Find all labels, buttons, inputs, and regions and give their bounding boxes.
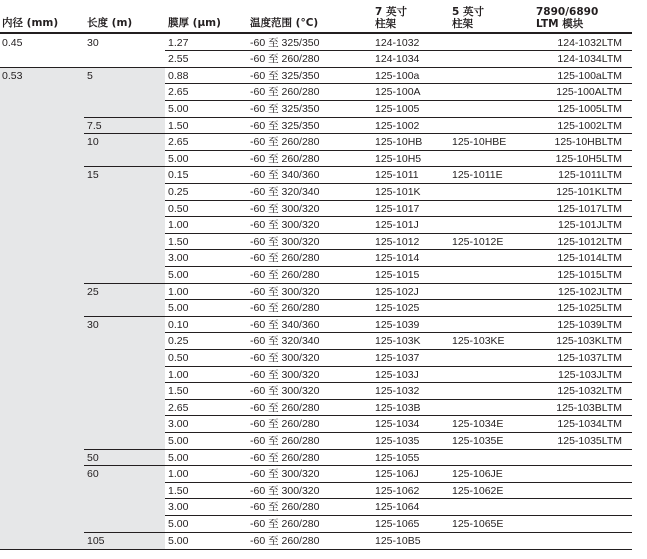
film-cell: 3.00 bbox=[168, 501, 189, 514]
temp-cell: -60 至 260/280 bbox=[250, 517, 320, 530]
temp-cell: -60 至 300/320 bbox=[250, 285, 320, 298]
rack7-cell: 125-1065 bbox=[375, 517, 420, 530]
ltm-cell: 125-1017LTM bbox=[557, 202, 622, 215]
temp-cell: -60 至 300/320 bbox=[250, 484, 320, 497]
rack7-cell: 125-100a bbox=[375, 69, 420, 82]
bottom-rule bbox=[0, 549, 632, 550]
rack7-cell: 125-1014 bbox=[375, 252, 420, 265]
film-cell: 0.50 bbox=[168, 351, 189, 364]
temp-cell: -60 至 260/280 bbox=[250, 136, 320, 149]
film-cell: 0.15 bbox=[168, 169, 189, 182]
rack5-cell bbox=[452, 367, 497, 383]
rack7-cell: 124-1032 bbox=[375, 36, 420, 49]
rack5-cell: 125-106JE bbox=[452, 468, 503, 481]
rack5-cell bbox=[452, 201, 497, 217]
rack7-cell: 125-1037 bbox=[375, 351, 420, 364]
film-cell: 3.00 bbox=[168, 252, 189, 265]
film-cell: 5.00 bbox=[168, 302, 189, 315]
film-cell: 5.00 bbox=[168, 152, 189, 165]
ltm-cell: 125-102JLTM bbox=[557, 285, 622, 298]
rack7-cell: 125-1015 bbox=[375, 268, 420, 281]
rack7-cell: 125-1055 bbox=[375, 451, 420, 464]
rack7-cell: 125-10H5 bbox=[375, 152, 422, 165]
ltm-cell: 125-1014LTM bbox=[557, 252, 622, 265]
film-cell: 1.00 bbox=[168, 219, 189, 232]
temp-cell: -60 至 325/350 bbox=[250, 69, 320, 82]
film-cell: 2.65 bbox=[168, 401, 189, 414]
rack7-cell: 125-103J bbox=[375, 368, 419, 381]
rack5-cell bbox=[452, 118, 497, 134]
length-cell: 10 bbox=[87, 136, 99, 149]
header-inner-diameter: 内径 (mm) bbox=[2, 17, 59, 29]
rack5-cell bbox=[452, 184, 497, 200]
length-cell: 30 bbox=[87, 36, 99, 49]
rack5-cell bbox=[452, 217, 497, 233]
temp-cell: -60 至 260/280 bbox=[250, 302, 320, 315]
temp-cell: -60 至 260/280 bbox=[250, 86, 320, 99]
temp-cell: -60 至 300/320 bbox=[250, 385, 320, 398]
rack7-cell: 125-1062 bbox=[375, 484, 420, 497]
rack7-cell: 125-106J bbox=[375, 468, 419, 481]
ltm-cell: 125-103KLTM bbox=[556, 335, 622, 348]
ltm-cell: 125-100ALTM bbox=[556, 86, 622, 99]
id-cell: 0.45 bbox=[2, 36, 23, 49]
rack7-cell: 125-1039 bbox=[375, 318, 420, 331]
film-cell: 0.25 bbox=[168, 185, 189, 198]
ltm-cell: 125-1034LTM bbox=[557, 418, 622, 431]
rack5-cell bbox=[452, 51, 497, 67]
rack5-cell bbox=[452, 267, 497, 283]
length-cell: 15 bbox=[87, 169, 99, 182]
length-cell: 60 bbox=[87, 468, 99, 481]
film-cell: 2.65 bbox=[168, 86, 189, 99]
film-cell: 1.00 bbox=[168, 368, 189, 381]
film-cell: 1.27 bbox=[168, 36, 189, 49]
ltm-cell bbox=[536, 499, 622, 515]
header-7in-rack-line2: 柱架 bbox=[375, 18, 396, 30]
rack7-cell: 125-10HB bbox=[375, 136, 423, 149]
rack5-cell bbox=[452, 533, 497, 549]
rack5-cell bbox=[452, 151, 497, 167]
ltm-cell: 125-103BLTM bbox=[556, 401, 622, 414]
length-cell: 7.5 bbox=[87, 119, 102, 132]
length-cell: 50 bbox=[87, 451, 99, 464]
temp-cell: -60 至 320/340 bbox=[250, 335, 320, 348]
rack5-cell: 125-1011E bbox=[452, 169, 503, 182]
film-cell: 0.25 bbox=[168, 335, 189, 348]
ltm-cell: 125-1035LTM bbox=[557, 434, 622, 447]
film-cell: 5.00 bbox=[168, 102, 189, 115]
rack7-cell: 125-101J bbox=[375, 219, 419, 232]
temp-cell: -60 至 260/280 bbox=[250, 434, 320, 447]
film-cell: 1.00 bbox=[168, 285, 189, 298]
film-cell: 5.00 bbox=[168, 268, 189, 281]
rack7-cell: 125-1011 bbox=[375, 169, 419, 182]
rack5-cell bbox=[452, 300, 497, 316]
temp-cell: -60 至 300/320 bbox=[250, 219, 320, 232]
header-film-thickness: 膜厚 (μm) bbox=[168, 17, 221, 29]
header-5in-rack-line2: 柱架 bbox=[452, 18, 473, 30]
film-cell: 2.55 bbox=[168, 53, 189, 66]
rack7-cell: 125-1025 bbox=[375, 302, 420, 315]
ltm-cell: 125-1039LTM bbox=[557, 318, 622, 331]
rack5-cell: 125-103KE bbox=[452, 335, 505, 348]
temp-cell: -60 至 300/320 bbox=[250, 368, 320, 381]
rack5-cell bbox=[452, 450, 497, 466]
rack5-cell bbox=[452, 101, 497, 117]
film-cell: 0.50 bbox=[168, 202, 189, 215]
film-cell: 1.50 bbox=[168, 235, 189, 248]
ltm-cell bbox=[536, 450, 622, 466]
rack5-cell: 125-1034E bbox=[452, 418, 504, 431]
ltm-cell: 125-10HBLTM bbox=[554, 136, 622, 149]
rack5-cell bbox=[452, 68, 497, 84]
rack5-cell bbox=[452, 250, 497, 266]
temp-cell: -60 至 300/320 bbox=[250, 235, 320, 248]
header-7in-rack-line1: 7 英寸 bbox=[375, 6, 407, 18]
film-cell: 5.00 bbox=[168, 517, 189, 530]
film-cell: 5.00 bbox=[168, 434, 189, 447]
ltm-cell: 125-1005LTM bbox=[557, 102, 622, 115]
rack7-cell: 125-102J bbox=[375, 285, 419, 298]
temp-cell: -60 至 340/360 bbox=[250, 169, 320, 182]
header-length: 长度 (m) bbox=[87, 17, 133, 29]
film-cell: 3.00 bbox=[168, 418, 189, 431]
length-cell: 105 bbox=[87, 534, 105, 547]
rack7-cell: 125-103B bbox=[375, 401, 421, 414]
film-cell: 5.00 bbox=[168, 451, 189, 464]
temp-cell: -60 至 300/320 bbox=[250, 202, 320, 215]
rack7-cell: 125-1034 bbox=[375, 418, 420, 431]
temp-cell: -60 至 260/280 bbox=[250, 152, 320, 165]
ltm-cell bbox=[536, 533, 622, 549]
temp-cell: -60 至 260/280 bbox=[250, 418, 320, 431]
temp-cell: -60 至 325/350 bbox=[250, 36, 320, 49]
temp-cell: -60 至 260/280 bbox=[250, 401, 320, 414]
temp-cell: -60 至 325/350 bbox=[250, 102, 320, 115]
film-cell: 1.50 bbox=[168, 119, 189, 132]
temp-cell: -60 至 300/320 bbox=[250, 351, 320, 364]
film-cell: 1.00 bbox=[168, 468, 189, 481]
length-cell: 25 bbox=[87, 285, 99, 298]
rack5-cell bbox=[452, 35, 497, 51]
ltm-cell: 125-1037LTM bbox=[557, 351, 622, 364]
rack7-cell: 125-101K bbox=[375, 185, 421, 198]
temp-cell: -60 至 260/280 bbox=[250, 534, 320, 547]
rack5-cell: 125-1062E bbox=[452, 484, 504, 497]
length-cell: 5 bbox=[87, 69, 93, 82]
ltm-cell: 125-100aLTM bbox=[557, 69, 622, 82]
rack5-cell bbox=[452, 317, 497, 333]
rack5-cell bbox=[452, 84, 497, 100]
header-ltm-module-line2: LTM 模块 bbox=[536, 18, 584, 30]
ltm-cell: 124-1032LTM bbox=[557, 36, 622, 49]
rack7-cell: 125-1017 bbox=[375, 202, 420, 215]
ltm-cell: 125-103JLTM bbox=[557, 368, 622, 381]
header-5in-rack-line1: 5 英寸 bbox=[452, 6, 484, 18]
rack5-cell: 125-1035E bbox=[452, 434, 504, 447]
ltm-cell bbox=[536, 516, 622, 532]
film-cell: 1.50 bbox=[168, 484, 189, 497]
rack5-cell: 125-1012E bbox=[452, 235, 504, 248]
temp-cell: -60 至 320/340 bbox=[250, 185, 320, 198]
rack7-cell: 125-1064 bbox=[375, 501, 420, 514]
ltm-cell: 125-101KLTM bbox=[556, 185, 622, 198]
ltm-cell: 125-1015LTM bbox=[557, 268, 622, 281]
rack5-cell: 125-10HBE bbox=[452, 136, 507, 149]
rack7-cell: 125-103K bbox=[375, 335, 421, 348]
length-cell: 30 bbox=[87, 318, 99, 331]
header-temp-range: 温度范围 (°C) bbox=[250, 17, 319, 29]
header-ltm-module-line1: 7890/6890 bbox=[536, 6, 599, 18]
ltm-cell: 124-1034LTM bbox=[557, 53, 622, 66]
ltm-cell: 125-1032LTM bbox=[557, 385, 622, 398]
film-cell: 5.00 bbox=[168, 534, 189, 547]
rack7-cell: 125-1035 bbox=[375, 434, 420, 447]
rack7-cell: 125-10B5 bbox=[375, 534, 421, 547]
rack5-cell bbox=[452, 400, 497, 416]
ltm-cell: 125-10H5LTM bbox=[555, 152, 622, 165]
film-cell: 2.65 bbox=[168, 136, 189, 149]
temp-cell: -60 至 260/280 bbox=[250, 501, 320, 514]
rack5-cell bbox=[452, 383, 497, 399]
ltm-cell: 125-1012LTM bbox=[557, 235, 622, 248]
temp-cell: -60 至 300/320 bbox=[250, 468, 320, 481]
temp-cell: -60 至 260/280 bbox=[250, 252, 320, 265]
temp-cell: -60 至 260/280 bbox=[250, 53, 320, 66]
rack5-cell bbox=[452, 499, 497, 515]
temp-cell: -60 至 260/280 bbox=[250, 451, 320, 464]
film-cell: 0.88 bbox=[168, 69, 189, 82]
ltm-cell: 125-1011LTM bbox=[558, 169, 622, 182]
id-cell: 0.53 bbox=[2, 69, 23, 82]
temp-cell: -60 至 340/360 bbox=[250, 318, 320, 331]
film-cell: 0.10 bbox=[168, 318, 189, 331]
ltm-cell bbox=[536, 483, 622, 499]
ltm-cell: 125-1025LTM bbox=[557, 302, 622, 315]
rack7-cell: 124-1034 bbox=[375, 53, 420, 66]
temp-cell: -60 至 325/350 bbox=[250, 119, 320, 132]
rack7-cell: 125-100A bbox=[375, 86, 421, 99]
rack5-cell bbox=[452, 284, 497, 300]
ltm-cell: 125-1002LTM bbox=[557, 119, 622, 132]
rack5-cell: 125-1065E bbox=[452, 517, 504, 530]
ltm-cell bbox=[536, 466, 622, 482]
film-cell: 1.50 bbox=[168, 385, 189, 398]
rack7-cell: 125-1012 bbox=[375, 235, 420, 248]
rack5-cell bbox=[452, 350, 497, 366]
rack7-cell: 125-1005 bbox=[375, 102, 420, 115]
rack7-cell: 125-1032 bbox=[375, 385, 420, 398]
left-columns-shading bbox=[0, 67, 165, 548]
ltm-cell: 125-101JLTM bbox=[557, 219, 622, 232]
rack7-cell: 125-1002 bbox=[375, 119, 420, 132]
temp-cell: -60 至 260/280 bbox=[250, 268, 320, 281]
